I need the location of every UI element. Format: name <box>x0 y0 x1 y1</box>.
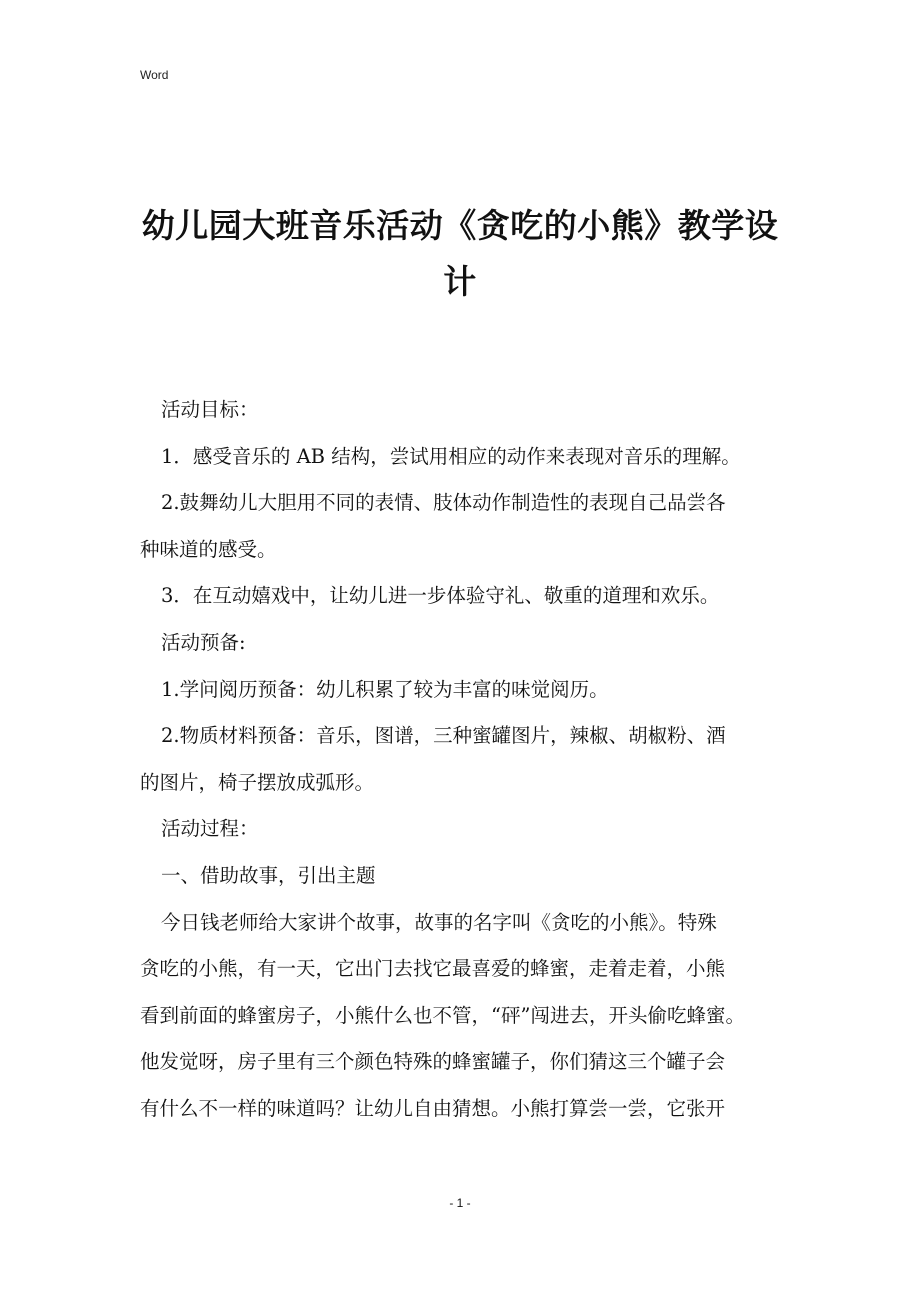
paragraph-line: 3．在互动嬉戏中，让幼儿进一步体验守礼、敬重的道理和欢乐。 <box>161 584 720 608</box>
paragraph-line: 今日钱老师给大家讲个故事，故事的名字叫《贪吃的小熊》。特殊 <box>161 910 717 934</box>
paragraph-line: 活动目标： <box>161 398 259 421</box>
paragraph-line: 种味道的感受。 <box>140 537 277 561</box>
paragraph-line: 看到前面的蜂蜜房子，小熊什么也不管，“砰”闯进去，开头偷吃蜂蜜。 <box>140 1003 745 1027</box>
paragraph-line: 活动预备: <box>161 630 246 654</box>
paragraph-line: 的图片，椅子摆放成弧形。 <box>140 770 375 794</box>
paragraph-line: 1．感受音乐的 AB 结构，尝试用相应的动作来表现对音乐的理解。 <box>161 444 741 468</box>
page-number: - 1 - <box>449 1196 471 1210</box>
document-title-line-2: 计 <box>443 262 477 301</box>
paragraph-line: 1.学问阅历预备：幼儿积累了较为丰富的味觉阅历。 <box>161 677 609 701</box>
paragraph-line: 2.鼓舞幼儿大胆用不同的表情、肢体动作制造性的表现自己品尝各 <box>161 491 726 515</box>
page-header: Word <box>140 68 169 82</box>
paragraph-line: 他发觉呀，房子里有三个颜色特殊的蜂蜜罐子，你们猜这三个罐子会 <box>140 1050 726 1074</box>
paragraph-line: 2.物质材料预备：音乐，图谱，三种蜜罐图片，辣椒、胡椒粉、酒 <box>161 724 726 748</box>
paragraph-line: 贪吃的小熊，有一天，它出门去找它最喜爱的蜂蜜，走着走着，小熊 <box>140 957 726 981</box>
paragraph-line: 有什么不一样的味道吗？让幼儿自由猜想。小熊打算尝一尝，它张开 <box>140 1096 726 1120</box>
document-body <box>140 394 790 1140</box>
paragraph-line: 一、借助故事，引出主题 <box>161 863 376 887</box>
document-title-line-1: 幼儿园大班音乐活动《贪吃的小熊》教学设 <box>141 206 779 245</box>
paragraph-line: 活动过程： <box>161 817 259 841</box>
